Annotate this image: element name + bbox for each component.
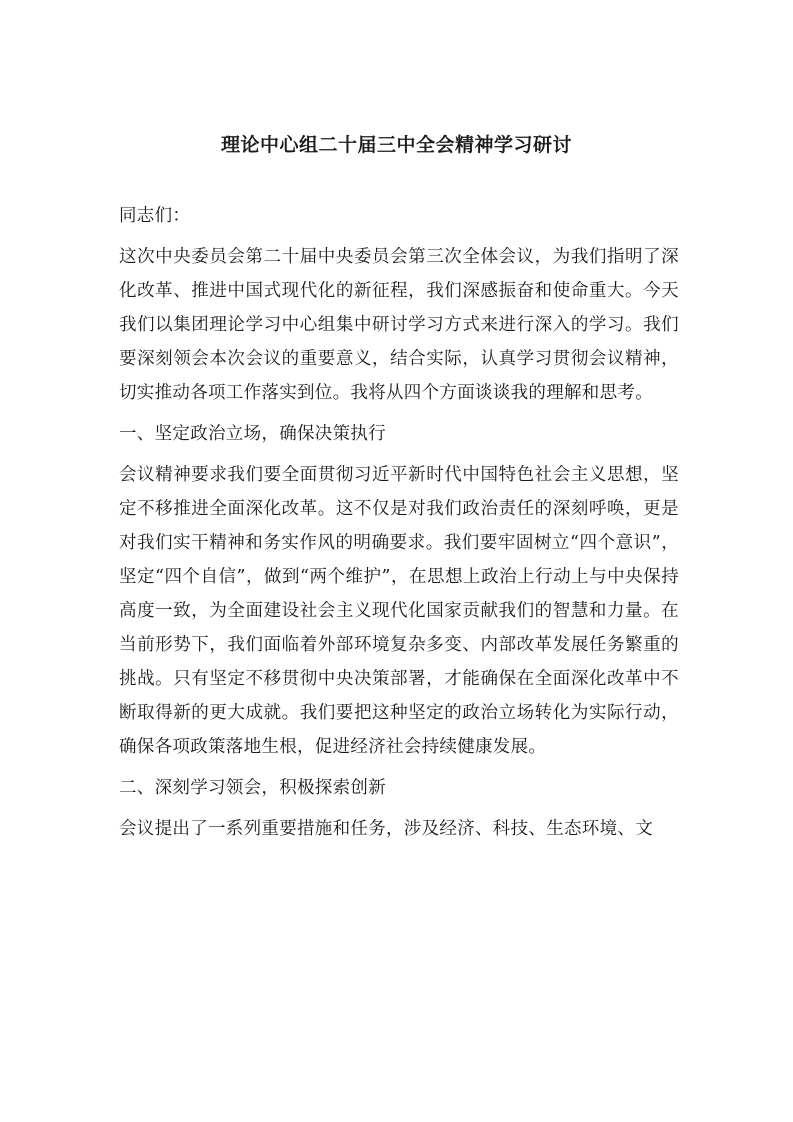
section-heading-1: 一、坚定政治立场，确保决策执行 bbox=[119, 424, 386, 444]
document-body bbox=[119, 199, 679, 853]
paragraph-intro: 这次中央委员会第二十届中央委员会第三次全体会议，为我们指明了深化改革、推进中国式现代化的新征程，我们深感振奋和使命重大。今天我们以集团理论学习中心组集中研讨学习方式来进行深入的学习。我们要深刻领会本次会议的重要意义，结合实际，认真学习贯彻会议精神，切实推动各项工作落实到位。我将从四个方面谈谈我的理解和思考。 bbox=[119, 247, 679, 403]
salutation: 同志们： bbox=[119, 206, 191, 226]
paragraph-section-2: 会议提出了一系列重要措施和任务，涉及经济、科技、生态环境、文 bbox=[119, 819, 653, 839]
paragraph-section-1: 会议精神要求我们要全面贯彻习近平新时代中国特色社会主义思想，坚定不移推进全面深化改革。这不仅是对我们政治责任的深刻呼唤，更是对我们实干精神和务实作风的明确要求。我们要牢固树立“四个意识”，坚定“四个自信”，做到“两个维护”，在思想上政治上行动上与中央保持高度一致，为全面建设社会主义现代化国家贡献我们的智慧和力量。在当前形势下，我们面临着外部环境复杂多变、内部改革发展任务繁重的挑战。只有坚定不移贯彻中央决策部署，才能确保在全面深化改革中不断取得新的更大成就。我们要把这种坚定的政治立场转化为实际行动，确保各项政策落地生根，促进经济社会持续健康发展。 bbox=[119, 465, 679, 757]
document-title: 理论中心组二十届三中全会精神学习研讨 bbox=[220, 134, 572, 156]
section-heading-2: 二、深刻学习领会，积极探索创新 bbox=[119, 778, 386, 798]
